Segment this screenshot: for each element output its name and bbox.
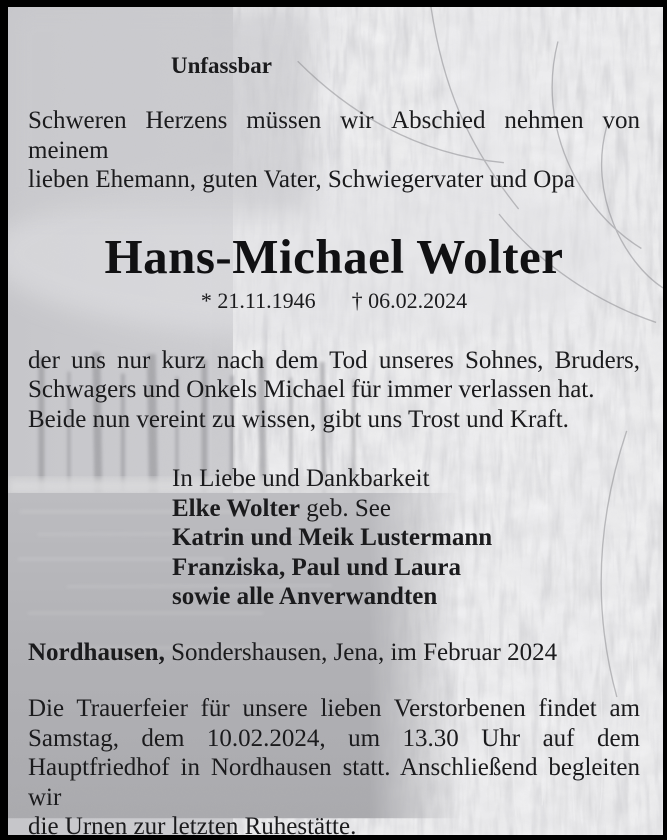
mourner-line (172, 494, 640, 524)
tribute-line: der uns nur kurz nach dem Tod unseres Sohnes, Bruders, (28, 346, 640, 374)
funeral-line: die Urnen zur letzten Ruhestätte. (28, 813, 357, 835)
mourner-suffix: geb. See (300, 494, 391, 522)
birth-date: * 21.11.1946 (200, 287, 316, 313)
intro-paragraph (28, 106, 640, 195)
tribute-closing-line: Beide nun vereint zu wissen, gibt uns Trost und Kraft. (28, 405, 569, 433)
funeral-line: Samstag, dem 10.02.2024, um 13.30 Uhr auf dem (28, 724, 640, 752)
mourners-intro: In Liebe und Dankbarkeit (172, 465, 430, 492)
intro-line: lieben Ehemann, guten Vater, Schwiegervater und Opa (28, 166, 575, 193)
headline: Unfassbar (171, 53, 272, 78)
place-rest: Sondershausen, Jena, im Februar 2024 (164, 638, 558, 666)
death-date: † 06.02.2024 (351, 287, 468, 313)
mourners-block (172, 464, 640, 612)
funeral-paragraph (28, 694, 640, 835)
funeral-line: Hauptfriedhof in Nordhausen statt. Anschließend begleiten wir (28, 754, 640, 811)
obituary-inner (8, 7, 663, 835)
tribute-paragraph (28, 346, 640, 435)
funeral-line: Die Trauerfeier für unsere lieben Verstorbenen findet am (28, 695, 640, 722)
mourner-line (172, 523, 640, 553)
obituary-text (8, 7, 663, 835)
mourner-line (172, 582, 640, 612)
deceased-name: Hans-Michael Wolter (104, 228, 564, 284)
mourner-name: Katrin und Meik Lustermann (172, 524, 493, 551)
mourner-line (172, 553, 640, 583)
place-date-line (28, 638, 640, 668)
intro-line: Schweren Herzens müssen wir Abschied nehmen von meinem (28, 107, 640, 164)
place-name: Nordhausen, (28, 638, 165, 666)
tribute-line: Schwagers und Onkels Michael für immer verlassen hat. (28, 376, 595, 403)
mourner-name: sowie alle Anverwandten (172, 583, 438, 610)
mourner-name: Elke Wolter (172, 494, 301, 522)
life-dates (28, 288, 640, 314)
mourner-name: Franziska, Paul und Laura (172, 553, 461, 581)
